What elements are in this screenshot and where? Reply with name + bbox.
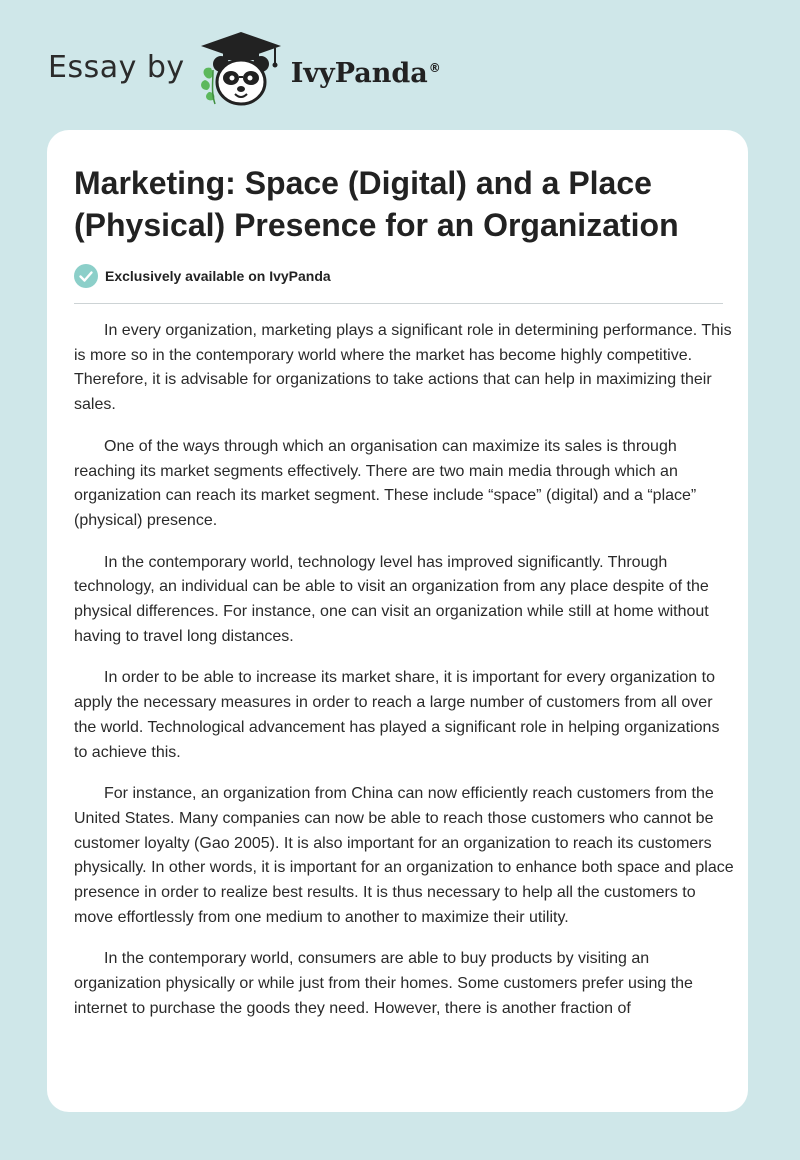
divider (74, 303, 723, 304)
site-header-brand[interactable] (48, 30, 441, 110)
paragraph: In every organization, marketing plays a significant role in determining performance. This is more so in the contemporary world where the market has become highly competitive. Therefore, it is advisable for organizations to take actions that can help in maximizing their sales. (74, 322, 732, 414)
paragraph: In the contemporary world, consumers are able to buy products by visiting an organization physically or while just from their homes. Some customers prefer using the internet to purchase the goods they need. However, there is another fraction of (74, 950, 693, 1017)
paragraph: In the contemporary world, technology level has improved significantly. Through technology, an individual can be able to visit an organization from any place despite of the physical differences. For instance, one can visit an organization while still at home without having to travel long distances. (74, 553, 709, 645)
brand-prefix: Essay by (48, 49, 185, 85)
essay-card (47, 130, 748, 1112)
paragraph: For instance, an organization from China can now efficiently reach customers from the United States. Many companies can now be able to reach those customers who cannot be customer loyalty (Gao 2005). It is also important for an organization to reach its customers physically. In other words, it is important for an organization to enhance both space and place presence in order to realize best results. It is thus necessary to help all the customers to move effortlessly from one medium to another to maximize their utility. (74, 785, 734, 926)
brand-name-text: IvyPanda (290, 57, 428, 89)
exclusive-badge-label: Exclusively available on IvyPanda (105, 268, 331, 284)
registered-mark: ® (428, 60, 441, 75)
check-circle-icon (74, 264, 98, 288)
paragraph: In order to be able to increase its market share, it is important for every organization to apply the necessary measures in order to reach a large number of customers from all over the world. Technological advancement has played a significant role in helping organizations to achieve this. (74, 669, 720, 761)
brand-name (291, 58, 441, 89)
exclusive-badge (74, 264, 331, 288)
page-title: Marketing: Space (Digital) and a Place (Physical) Presence for an Organization (74, 165, 679, 243)
paragraph: One of the ways through which an organisation can maximize its sales is through reaching its market segments effectively. There are two main media through which an organization can reach its market segment. These include “space” (digital) and a “place” (physical) presence. (74, 437, 697, 529)
essay-body (74, 319, 734, 1039)
panda-graduate-logo-icon (197, 30, 285, 110)
